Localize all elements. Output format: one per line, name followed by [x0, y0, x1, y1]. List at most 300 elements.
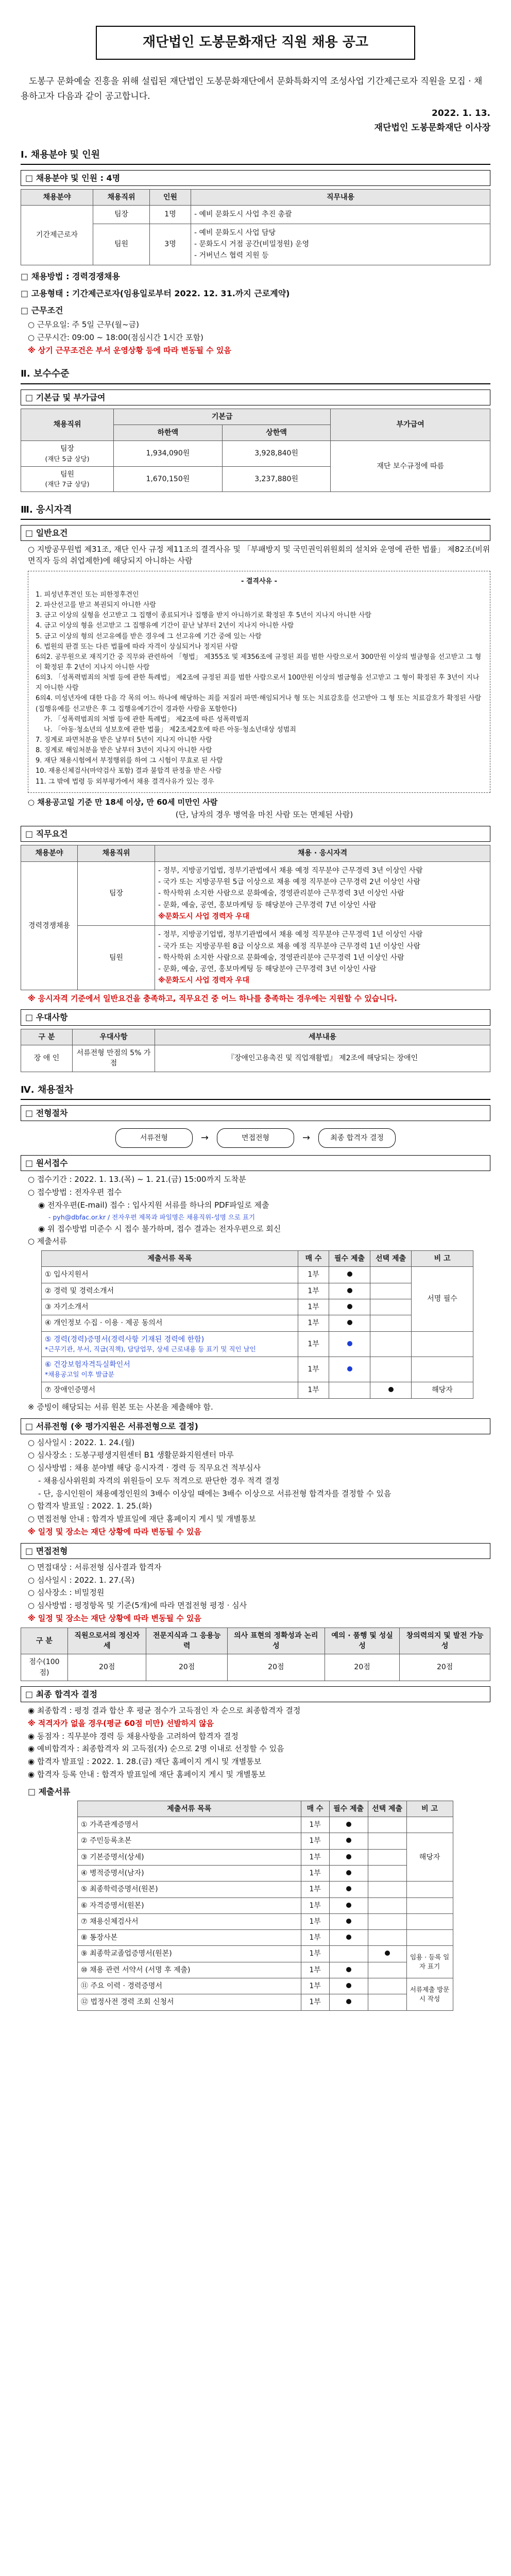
date-signature: [21, 107, 490, 134]
doc-count: 1부: [301, 1833, 329, 1849]
duty-item: - 문화도시 거점 공간(비밀정원) 운영: [194, 240, 310, 249]
section-title: Ⅲ. 응시자격: [21, 503, 490, 520]
disqualification-heading: - 결격사유 -: [241, 577, 278, 585]
doc-remark: 서류제출 방문 시 작성: [406, 1978, 453, 2010]
table-row: [78, 1882, 453, 1897]
salary-low: 1,934,090원: [114, 441, 223, 466]
filled-circle-icon: [346, 1999, 351, 2004]
process-flow: [21, 1128, 490, 1148]
doc-remark: [406, 1882, 453, 1897]
optional-mark: [368, 1865, 406, 1881]
col-header: 매 수: [301, 1801, 329, 1817]
optional-mark: [370, 1267, 412, 1283]
disqualification-item: 2. 파산선고를 받고 복권되지 아니한 사람: [36, 601, 156, 609]
doc-name: ④ 개인정보 수집 · 이용 · 제공 동의서: [42, 1315, 298, 1331]
table-row: [42, 1283, 473, 1299]
doc-name: ⑩ 채용 관련 서약서 (서명 후 제출): [78, 1962, 301, 1978]
section-procedure: [21, 1083, 490, 2018]
col-header: 제출서류 목록: [42, 1251, 298, 1267]
col-header: 제출서류 목록: [78, 1801, 301, 1817]
filled-circle-icon: [388, 1387, 394, 1392]
doc-count: 1부: [298, 1382, 329, 1398]
duties-cell: [191, 224, 490, 265]
doc-title: 재단법인 도봉문화재단 직원 채용 공고: [96, 26, 415, 60]
work-hours: ○ 근무시간: 09:00 ~ 18:00(점심시간 1시간 포함): [28, 332, 203, 342]
col-header: 창의력의지 및 발전 가능성: [400, 1628, 490, 1654]
final-item: ※ 적격자가 없을 경우(평균 60점 미만) 선발하지 않음: [28, 1718, 214, 1728]
disqualification-item: 11. 그 밖에 법령 등 외부평가에서 채용 결격사유가 있는 경우: [36, 777, 214, 786]
job-requirements-table: [21, 845, 490, 990]
disqualification-item: 9. 재단 채용시험에서 부정행위를 하여 그 시험이 무효로 된 사람: [36, 757, 223, 765]
doc-remark: 서명 필수: [412, 1267, 473, 1331]
arrow-right-icon: →: [200, 1132, 209, 1143]
intro-text: 도봉구 문화예술 진흥을 위해 설립된 재단법인 도봉문화재단에서 문화특화지역 조성사업 기간제근로자 직원을 모집 · 채용하고자 다음과 같이 공고합니다.: [21, 76, 483, 101]
final-item: ◉ 합격자 등록 안내 : 합격자 발표일에 재단 홈페이지 게시 및 개별통보: [28, 1769, 266, 1779]
section-positions: [21, 148, 490, 357]
col-header: 선택 제출: [368, 1801, 406, 1817]
sub-title: □ 일반요건: [21, 525, 490, 541]
employment-type: □ 고용형태 : 기간제근로자(임용일로부터 2022. 12. 31.까지 근로계약): [21, 288, 290, 298]
table-row: [21, 861, 490, 925]
table-row: [42, 1299, 473, 1315]
sub-title: □ 최종 합격자 결정: [21, 1686, 490, 1702]
sub-title: □ 면접전형: [21, 1543, 490, 1559]
recv-method: ○ 접수방법 : 전자우편 접수: [28, 1188, 122, 1197]
col-header: 직무내용: [191, 190, 490, 206]
col-header: 채용직위: [78, 845, 155, 861]
doc-name: ⑥ 자격증명서(원본): [78, 1897, 301, 1913]
count-cell: 3명: [150, 224, 191, 265]
disqualification-item: 6의2. 공무원으로 재직기간 중 직무와 관련하여 「형법」 제355조 및 제356조에 규정된 죄를 범한 사람으로서 300만원 이상의 벌금형을 선고받고 그 형이 확정된 후 2년이 지나지 아니한 사람: [36, 653, 482, 672]
col-header: 우대사항: [73, 1029, 155, 1045]
announce-signer: 재단법인 도봉문화재단 이사장: [374, 122, 490, 133]
doc-count: 1부: [301, 1930, 329, 1946]
doc-name: ⑪ 주요 이력 · 경력증명서: [78, 1978, 301, 1994]
table-row: [42, 1357, 473, 1382]
disqualification-item: 10. 재용신체검사(마약검사 포함) 결과 불합격 판정을 받은 사람: [36, 767, 222, 775]
count-cell: 1명: [150, 206, 191, 224]
required-mark: [329, 1315, 370, 1331]
filled-circle-icon: [346, 1935, 351, 1940]
doc-name: ⑤ 최종학력증명서(원본): [78, 1882, 301, 1897]
duties-cell: [191, 206, 490, 224]
required-mark: [329, 1267, 370, 1283]
position-cell: 팀원: [93, 224, 150, 265]
filled-circle-icon: [346, 1838, 351, 1843]
doc-count: 1부: [298, 1357, 329, 1382]
required-mark: [329, 1978, 368, 1994]
application-docs-table: [41, 1250, 473, 1399]
disqualification-item: 7. 징계로 파면처분을 받은 날부터 5년이 지나지 아니한 사람: [36, 736, 212, 744]
table-row: [78, 1833, 453, 1849]
table-row: [78, 1962, 453, 1978]
optional-mark: [370, 1283, 412, 1299]
preference-table: [21, 1029, 490, 1072]
doc-name: ① 가족관계증명서: [78, 1817, 301, 1833]
required-mark: [329, 1946, 368, 1962]
eval-cell: 점수(100점): [21, 1654, 68, 1681]
doc-name: ⑫ 법정사전 경력 조회 신청서: [78, 1994, 301, 2010]
doc-count: 1부: [298, 1283, 329, 1299]
flow-step: 서류전형: [115, 1128, 193, 1148]
table-row: [42, 1315, 473, 1331]
salary-table: [21, 409, 490, 492]
table-row: [21, 1045, 490, 1072]
disqualification-item: 가. 「성폭력범죄의 처벌 등에 관한 특례법」 제2조에 따른 성폭력범죄: [44, 715, 249, 723]
docs-footnote: ※ 증빙이 해당되는 서류 원본 또는 사본을 제출해야 함.: [28, 1402, 213, 1412]
filled-circle-icon: [385, 1951, 390, 1956]
qualification-item: - 국가 또는 지방공무원 8급 이상으로 채용 예정 직무분야 근무경력 1년 이상인 사람: [158, 942, 421, 951]
interview-item: ○ 심사장소 : 비밀정원: [28, 1588, 105, 1598]
table-row: [21, 1654, 490, 1681]
duty-item: - 거버넌스 협력 지원 등: [194, 251, 269, 260]
optional-mark: [370, 1315, 412, 1331]
pref-kind: 장 애 인: [21, 1045, 73, 1072]
final-docs-table: [77, 1801, 453, 2011]
optional-mark: [368, 1882, 406, 1897]
table-row: [78, 1897, 453, 1913]
positions-table: [21, 189, 490, 265]
recv-warning: ◉ 위 접수방법 미준수 시 접수 불가하며, 접수 결과는 전자우편으로 회신: [38, 1224, 281, 1233]
position-cell: 팀장: [78, 861, 155, 925]
col-header: 기본급: [114, 409, 331, 425]
position-note: (재단 5급 상당): [45, 454, 90, 463]
col-header: 선택 제출: [370, 1251, 412, 1267]
optional-mark: [368, 1978, 406, 1994]
arrow-right-icon: →: [302, 1132, 311, 1143]
disqualification-box: [28, 571, 490, 793]
optional-mark: [368, 1962, 406, 1978]
col-header: 의사 표현의 정확성과 논리성: [227, 1628, 325, 1654]
doc-subnote: *근무기관, 부서, 직급(직책), 담당업무, 상세 근로내용 등 표기 및 직인 날인: [45, 1345, 256, 1353]
table-row: [78, 1913, 453, 1929]
qualification-item: - 학사학위 소지한 사람으로 문화예술, 경영관리분야 근무경력 1년 이상인 사람: [158, 953, 404, 962]
doc-remark: [406, 1817, 453, 1833]
work-conditions: □ 근무조건: [21, 305, 63, 315]
doc-stage-item: ○ 심사일시 : 2022. 1. 24.(월): [28, 1437, 135, 1447]
required-mark: [329, 1897, 368, 1913]
table-row: [21, 926, 490, 990]
final-item: ◉ 동점자 : 직무분야 경력 등 채용사항을 고려하여 합격자 결정: [28, 1731, 239, 1741]
qualification-item: - 국가 또는 지방공무원 5급 이상으로 채용 예정 직무분야 근무경력 2년 이상인 사람: [158, 878, 421, 887]
pref-item: 서류전형 만점의 5% 가점: [73, 1045, 155, 1072]
optional-mark: [370, 1331, 412, 1357]
doc-count: 1부: [298, 1315, 329, 1331]
table-row: [78, 1946, 453, 1962]
optional-mark: [368, 1897, 406, 1913]
doc-name: ④ 병적증명서(남자): [78, 1865, 301, 1881]
duty-item: - 예비 문화도시 사업 담당: [194, 228, 276, 237]
filled-circle-icon: [347, 1304, 352, 1309]
doc-remark: [406, 1897, 453, 1913]
table-row: [42, 1267, 473, 1283]
col-header: 세부내용: [155, 1029, 490, 1045]
disqualification-item: 6의4. 미성년자에 대한 다음 각 목의 어느 하나에 해당하는 죄를 저질러 파면·해임되거나 형 또는 치료감호를 선고받아 그 형 또는 치료감호가 확정된 사람(집행유예를 선고받은 후 그 집행유예기간이 경과한 사람을 포함한다): [36, 694, 482, 713]
required-mark: [329, 1299, 370, 1315]
disqualification-item: 6의3. 「성폭력범죄의 처벌 등에 관한 특례법」 제2조에 규정된 죄를 범한 사람으로서 100만원 이상의 벌금형을 선고받고 그 형이 확정된 후 3년이 지나지 아니한 사람: [36, 674, 480, 692]
sub-title: □ 전형절차: [21, 1105, 490, 1121]
salary-high: 3,928,840원: [222, 441, 331, 466]
optional-mark: [368, 1849, 406, 1865]
col-header: 인원: [150, 190, 191, 206]
sub-title: □ 직무요건: [21, 826, 490, 842]
eval-cell: 20점: [400, 1654, 490, 1681]
doc-stage-item: - 채용심사위원회 자격의 위원들이 모두 적격으로 판단한 경우 적격 결정: [38, 1476, 280, 1485]
evaluation-table: [21, 1628, 490, 1681]
eval-cell: 20점: [227, 1654, 325, 1681]
optional-mark: [368, 1817, 406, 1833]
col-header: 채용분야: [21, 845, 78, 861]
position-cell: [21, 466, 114, 492]
qualification-note: ※ 응시자격 기준에서 일반요건을 충족하고, 직무요건 중 어느 하나를 충족하는 경우에는 지원할 수 있습니다.: [28, 993, 397, 1003]
col-header: 부가급여: [331, 409, 490, 441]
doc-remark: 해당자: [406, 1833, 453, 1882]
required-mark: [329, 1994, 368, 2010]
position-cell: 팀원: [78, 926, 155, 990]
filled-circle-icon: [347, 1288, 352, 1293]
doc-stage-item: ○ 합격자 발표일 : 2022. 1. 25.(화): [28, 1501, 152, 1511]
required-mark: [329, 1833, 368, 1849]
required-mark: [329, 1913, 368, 1929]
doc-remark: 해당자: [412, 1382, 473, 1398]
sub-title: □ 원서접수: [21, 1155, 490, 1171]
sub-title: □ 제출서류: [28, 1786, 71, 1797]
sub-title: □ 우대사항: [21, 1009, 490, 1025]
col-header: 채용직위: [21, 409, 114, 441]
doc-name: ② 주민등록초본: [78, 1833, 301, 1849]
doc-name: ⑧ 통장사본: [78, 1930, 301, 1946]
doc-stage-item: ○ 면접전형 안내 : 합격자 발표일에 재단 홈페이지 게시 및 개별통보: [28, 1514, 256, 1524]
required-mark: [329, 1962, 368, 1978]
sub-title: □ 채용분야 및 인원 : 4명: [21, 170, 490, 186]
doc-count: 1부: [301, 1962, 329, 1978]
optional-mark: [368, 1833, 406, 1849]
doc-count: 1부: [298, 1299, 329, 1315]
col-header: 채용직위: [93, 190, 150, 206]
doc-title: ⑥ 건강보험자격득실확인서: [45, 1361, 130, 1369]
optional-mark: [368, 1913, 406, 1929]
eval-cell: 20점: [146, 1654, 227, 1681]
extra-pay: 재단 보수규정에 따름: [331, 441, 490, 492]
job-field-cell: 경력경쟁채용: [21, 861, 78, 990]
col-header: 매 수: [298, 1251, 329, 1267]
required-mark: [329, 1357, 370, 1382]
doc-remark: [406, 1913, 453, 1929]
sub-title: □ 서류전형 (※ 평가지원은 서류전형으로 결정): [21, 1418, 490, 1434]
col-header: 채용 · 응시자격: [155, 845, 490, 861]
flow-step: 면접전형: [217, 1128, 294, 1148]
sub-title: □ 기본급 및 부가급여: [21, 389, 490, 405]
interview-item: ○ 심사방법 : 평정항목 및 기준(5개)에 따라 면접전형 평정 · 심사: [28, 1601, 247, 1611]
required-mark: [329, 1865, 368, 1881]
col-header: 채용분야: [21, 190, 93, 206]
table-row: [78, 1994, 453, 2010]
doc-stage-item: ○ 심사장소 : 도봉구평생지원센터 B1 생활문화지원센터 마루: [28, 1450, 234, 1460]
col-header: 구 분: [21, 1029, 73, 1045]
doc-stage-item: ○ 심사방법 : 채용 분야별 해당 응시자격 · 경력 등 직무요건 적부심사: [28, 1463, 261, 1473]
doc-count: 1부: [301, 1882, 329, 1897]
doc-name: ① 입사지원서: [42, 1267, 298, 1283]
col-header: 하한액: [114, 425, 223, 441]
table-row: [42, 1331, 473, 1357]
recv-email: ◉ 전자우편(E-mail) 접수 : 입사지원 서류를 하나의 PDF파일로 제출: [38, 1200, 269, 1210]
filled-circle-icon: [346, 1886, 351, 1891]
section-qualifications: [21, 503, 490, 1072]
doc-count: 1부: [301, 1946, 329, 1962]
final-item: ◉ 예비합격자 : 최종합격자 외 고득점(자) 순으로 2명 이내로 선정할 수 있음: [28, 1744, 284, 1754]
filled-circle-icon: [346, 1822, 351, 1827]
doc-name: [42, 1331, 298, 1357]
col-header: 예의 · 품행 및 성실성: [325, 1628, 399, 1654]
doc-name: ② 경력 및 경력소개서: [42, 1283, 298, 1299]
doc-name: [42, 1357, 298, 1382]
filled-circle-icon: [347, 1341, 352, 1346]
salary-high: 3,237,880원: [222, 466, 331, 492]
doc-name: ③ 자기소개서: [42, 1299, 298, 1315]
doc-remark: [412, 1357, 473, 1382]
doc-count: 1부: [301, 1897, 329, 1913]
required-mark: [329, 1283, 370, 1299]
doc-count: 1부: [301, 1849, 329, 1865]
position-name: 팀장: [60, 445, 75, 453]
qualifications-cell: [155, 861, 490, 925]
col-header: 상한액: [222, 425, 331, 441]
table-row: [78, 1865, 453, 1881]
optional-mark: [370, 1299, 412, 1315]
age-requirement-note: (단, 남자의 경우 병역을 마친 사람 또는 면제된 사람): [175, 810, 353, 820]
flow-step: 최종 합격자 결정: [318, 1128, 396, 1148]
eval-cell: 20점: [67, 1654, 146, 1681]
optional-mark: [368, 1930, 406, 1946]
col-header: 필수 제출: [329, 1801, 368, 1817]
table-row: [78, 1930, 453, 1946]
doc-subnote: *채용공고일 이후 발급분: [45, 1370, 114, 1379]
disqualification-item: 3. 금고 이상의 실형을 선고받고 그 집행이 종료되거나 집행을 받지 아니하기로 확정된 후 5년이 지나지 아니한 사람: [36, 612, 371, 620]
col-header: 필수 제출: [329, 1251, 370, 1267]
hiring-method: □ 채용방법 : 경력경쟁채용: [21, 271, 120, 281]
qualification-item: - 학사학위 소지한 사람으로 문화예술, 경영관리분야 근무경력 3년 이상인 사람: [158, 889, 404, 898]
duty-item: - 예비 문화도시 사업 추진 총괄: [194, 210, 292, 219]
qualification-item: - 정부, 지방공기업법, 정부기관법에서 채용 예정 직무분야 근무경력 1년 이상인 사람: [158, 930, 423, 939]
doc-count: 1부: [301, 1978, 329, 1994]
filled-circle-icon: [346, 1983, 351, 1988]
field-cell: 기간제근로자: [21, 206, 93, 265]
required-mark: [329, 1849, 368, 1865]
filled-circle-icon: [347, 1272, 352, 1277]
filled-circle-icon: [346, 1919, 351, 1924]
doc-stage-item: - 단, 응시인원이 채용예정인원의 3배수 이상일 때에는 3배수 이상으로 서류전형 합격자를 결정할 수 있음: [38, 1488, 391, 1498]
disqualification-item: 8. 징계로 해임처분을 받은 날부터 3년이 지나지 아니한 사람: [36, 747, 212, 755]
age-requirement: ○ 채용공고일 기준 만 18세 이상, 만 60세 미만인 사람: [28, 797, 218, 807]
doc-count: 1부: [301, 1913, 329, 1929]
filled-circle-icon: [347, 1320, 352, 1325]
position-cell: [21, 441, 114, 466]
work-note: ※ 상기 근무조건은 부서 운영상황 등에 따라 변동될 수 있음: [28, 345, 231, 355]
optional-mark: [370, 1357, 412, 1382]
section-title: Ⅱ. 보수수준: [21, 367, 490, 384]
doc-title: ⑤ 경력(경력)증명서(경력사항 기재된 경력에 한함): [45, 1335, 205, 1344]
doc-count: 1부: [298, 1267, 329, 1283]
table-row: [78, 1978, 453, 1994]
doc-name: ⑨ 최종학교졸업증명서(원본): [78, 1946, 301, 1962]
position-note: (재단 7급 상당): [45, 480, 90, 488]
recv-period: ○ 접수기간 : 2022. 1. 13.(목) ~ 1. 21.(금) 15:00까지 도착분: [28, 1175, 246, 1184]
required-mark: [329, 1382, 370, 1398]
eval-cell: 20점: [325, 1654, 399, 1681]
filled-circle-icon: [346, 1854, 351, 1859]
table-row: [21, 206, 490, 224]
required-mark: [329, 1882, 368, 1897]
col-header: 구 분: [21, 1628, 68, 1654]
announce-date: 2022. 1. 13.: [431, 108, 490, 119]
interview-item: ○ 심사일시 : 2022. 1. 27.(목): [28, 1575, 135, 1585]
doc-name: ⑦ 채용신체검사서: [78, 1913, 301, 1929]
pref-detail: 『장애인고용촉진 및 직업재활법』 제2조에 해당되는 장애인: [155, 1045, 490, 1072]
optional-mark: [368, 1946, 406, 1962]
col-header: 직원으로서의 정신자세: [67, 1628, 146, 1654]
doc-count: 1부: [301, 1817, 329, 1833]
doc-count: 1부: [301, 1865, 329, 1881]
section-title: Ⅰ. 채용분야 및 인원: [21, 148, 490, 165]
table-row: [78, 1849, 453, 1865]
table-row: [21, 441, 490, 466]
disqualification-item: 5. 금고 이상의 형의 선고유예를 받은 경우에 그 선고유예 기간 중에 있는 사람: [36, 632, 262, 640]
doc-count: 1부: [301, 1994, 329, 2010]
qualification-item: ※문화도시 사업 경력자 우대: [158, 912, 249, 921]
interview-note: ※ 일정 및 장소는 재단 상황에 따라 변동될 수 있음: [28, 1613, 201, 1623]
doc-remark: 임용 · 등록 일자 표기: [406, 1946, 453, 1978]
recv-docs: ○ 제출서류: [28, 1236, 67, 1246]
filled-circle-icon: [346, 1967, 351, 1972]
disqualification-item: 1. 피성년후견인 또는 피한정후견인: [36, 591, 139, 599]
doc-remark: [412, 1331, 473, 1357]
optional-mark: [370, 1382, 412, 1398]
section-salary: [21, 367, 490, 492]
qualification-item: - 문화, 예술, 공연, 홍보마케팅 등 해당분야 근무경력 3년 이상인 사람: [158, 965, 377, 974]
optional-mark: [368, 1994, 406, 2010]
doc-remark: [406, 1930, 453, 1946]
disqualification-item: 나. 「아동·청소년의 성보호에 관한 법률」 제2조제2호에 따른 아동·청소년대상 성범죄: [44, 725, 296, 734]
required-mark: [329, 1331, 370, 1357]
doc-name: ⑦ 장애인증명서: [42, 1382, 298, 1398]
work-days: ○ 근무요일: 주 5일 근무(월~금): [28, 320, 139, 330]
position-cell: 팀장: [93, 206, 150, 224]
qualification-item: ※문화도시 사업 경력자 우대: [158, 976, 249, 985]
filled-circle-icon: [346, 1870, 351, 1875]
disqualification-item: 6. 법원의 판결 또는 다른 법률에 따라 자격이 상실되거나 정지된 사람: [36, 642, 238, 651]
general-requirement: ○ 지방공무원법 제31조, 재단 인사 규정 제11조의 결격사유 및 「부패방지 및 국민권익위원회의 설치와 운영에 관한 법률」 제82조(비위면직자 등의 취업제한)에 해당되지 아니하는 사람: [28, 545, 490, 566]
salary-low: 1,670,150원: [114, 466, 223, 492]
filled-circle-icon: [347, 1366, 352, 1371]
table-row: [78, 1817, 453, 1833]
final-item: ◉ 합격자 발표일 : 2022. 1. 28.(금) 재단 홈페이지 게시 및 개별통보: [28, 1757, 262, 1767]
qualification-item: - 문화, 예술, 공연, 홍보마케팅 등 해당분야 근무경력 7년 이상인 사람: [158, 901, 377, 909]
final-item: ◉ 최종합격 : 평정 결과 합산 후 평균 점수가 고득점인 자 순으로 최종합격자 결정: [28, 1706, 301, 1716]
filled-circle-icon: [346, 1903, 351, 1908]
doc-count: 1부: [298, 1331, 329, 1357]
disqualification-item: 4. 금고 이상의 형을 선고받고 그 집행유예 기간이 끝난 날부터 2년이 지나지 아니한 사람: [36, 622, 294, 630]
col-header: 비 고: [406, 1801, 453, 1817]
col-header: 비 고: [412, 1251, 473, 1267]
recv-email-address[interactable]: - pyh@dbfac.or.kr / 전자우편 제목과 파일명은 채용직위-성명 으로 표기: [48, 1213, 256, 1221]
table-row: [42, 1382, 473, 1398]
col-header: 전문지식과 그 응용능력: [146, 1628, 227, 1654]
doc-stage-note: ※ 일정 및 장소는 재단 상황에 따라 변동될 수 있음: [28, 1527, 201, 1536]
required-mark: [329, 1817, 368, 1833]
section-title: Ⅳ. 채용절차: [21, 1083, 490, 1100]
required-mark: [329, 1930, 368, 1946]
qualification-item: - 정부, 지방공기업법, 정부기관법에서 채용 예정 직무분야 근무경력 3년 이상인 사람: [158, 866, 423, 875]
